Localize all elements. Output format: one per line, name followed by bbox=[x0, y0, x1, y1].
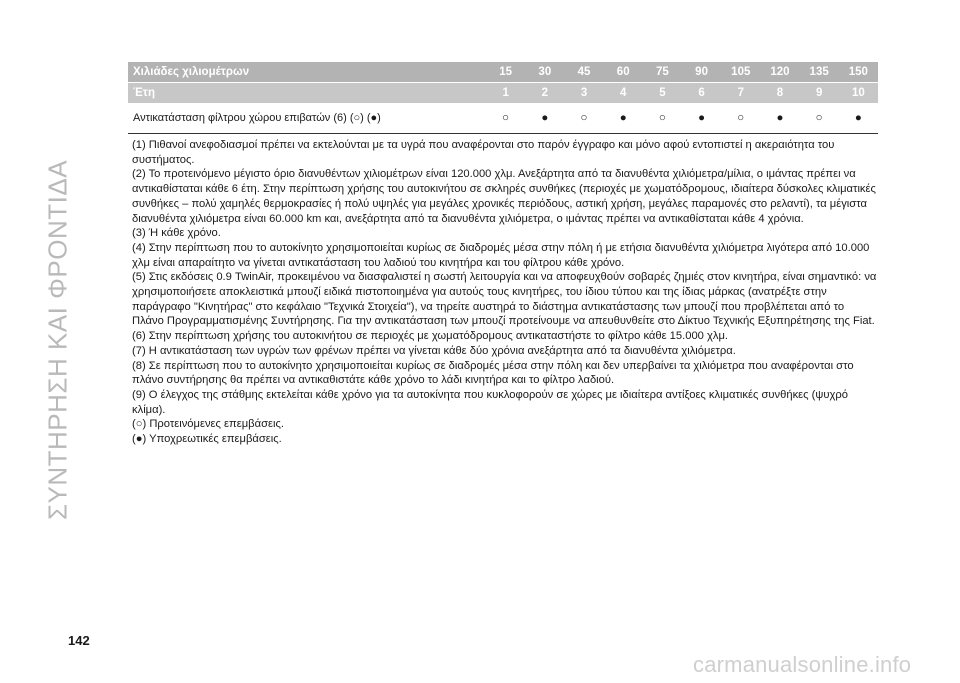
years-label: Έτη bbox=[128, 83, 486, 104]
footnote: (3) Ή κάθε χρόνο. bbox=[132, 227, 221, 240]
recommended-mark-icon: ○ bbox=[800, 103, 839, 134]
year-cell: 1 bbox=[486, 83, 525, 104]
km-cell: 120 bbox=[760, 62, 799, 83]
recommended-mark-icon: ○ bbox=[486, 103, 525, 134]
year-cell: 4 bbox=[604, 83, 643, 104]
footnote: (5) Στις εκδόσεις 0.9 TwinAir, προκειμένου να διασφαλιστεί η σωστή λειτουργία και να αποφευχθούν σοβαρές ζημιές στον κινητήρα, είναι σημαντικό: να χρησιμοποιήσετε αποκλειστικά μπουζί ειδικά πιστοποιημένα για αυτούς τους κινητήρες, του ίδιου τύπου και της ίδιας μάρκας (ανατρέξτε στην παράγραφο "Κινητήρας" στο κεφάλαιο "Τεχνικά Στοιχεία"), να τηρείτε αυστηρά το διάστημα αντικατάστασης των μπουζί που προβλέπεται από το Πλάνο Προγραμματισμένης Συντήρησης. Για την αντικατάσταση των μπουζί προτείνουμε να απευθυνθείτε στο Δίκτυο Τεχνικής Εξυπηρέτησης της Fiat. bbox=[132, 271, 877, 328]
mandatory-mark-icon: ● bbox=[525, 103, 564, 134]
year-cell: 10 bbox=[839, 83, 878, 104]
page-number: 142 bbox=[68, 633, 90, 648]
km-cell: 150 bbox=[839, 62, 878, 83]
km-cell: 135 bbox=[800, 62, 839, 83]
year-cell: 3 bbox=[564, 83, 603, 104]
footnote: (9) Ο έλεγχος της στάθμης εκτελείται κάθε χρόνο για τα αυτοκίνητα που κυκλοφορούν σε χώρες με ιδιαίτερα αντίξοες κλιματικές συνθήκες (ψυχρό κλίμα). bbox=[132, 388, 848, 416]
km-header-row bbox=[128, 62, 878, 83]
year-cell: 6 bbox=[682, 83, 721, 104]
km-cell: 90 bbox=[682, 62, 721, 83]
year-cell: 2 bbox=[525, 83, 564, 104]
km-cell: 45 bbox=[564, 62, 603, 83]
years-header-row bbox=[128, 83, 878, 104]
year-cell: 5 bbox=[643, 83, 682, 104]
km-cell: 60 bbox=[604, 62, 643, 83]
table-row bbox=[128, 103, 878, 134]
mandatory-mark-icon: ● bbox=[760, 103, 799, 134]
km-cell: 105 bbox=[721, 62, 760, 83]
footnote: (2) Το προτεινόμενο μέγιστο όριο διανυθέντων χιλιομέτρων είναι 120.000 χλμ. Ανεξάρτητα από τα διανυθέντα χιλιόμετρα/μίλια, ο ιμάντας πρέπει να αντικαθίσταται κάθε 6 έτη. Στην περίπτωση χρήσης του αυτοκινήτου σε σκληρές συνθήκες (περιοχές με χωματόδρομους, ιδιαίτερα δύσκολες κλιματικές συνθήκες – πολύ χαμηλές θερμοκρασίες ή πολύ υψηλές για μεγάλες χρονικές περιόδους, αστική χρήση, μεγάλες παραμονές στο ρελαντί), τα μέγιστα διανυθέντα χιλιόμετρα είναι 60.000 km και, ανεξάρτητα από τα διανυθέντα χιλιόμετρα, ο ιμάντας πρέπει να αντικαθίσταται κάθε 4 χρόνια. bbox=[132, 168, 876, 225]
footnote: (4) Στην περίπτωση που το αυτοκίνητο χρησιμοποιείται κυρίως σε διαδρομές μέσα στην πόλη ή με ετήσια διανυθέντα χιλιόμετρα λιγότερα από 10.000 χλμ είναι απαραίτητο να γίνεται αντικατάσταση του λαδιού του κινητήρα και του φίλτρου κάθε χρόνο. bbox=[132, 241, 870, 269]
mandatory-mark-icon: ● bbox=[839, 103, 878, 134]
section-side-title: ΣΥΝΤΗΡΗΣΗ ΚΑΙ ΦΡΟΝΤΙΔΑ bbox=[42, 159, 73, 521]
km-label: Χιλιάδες χιλιομέτρων bbox=[128, 62, 486, 83]
maintenance-table bbox=[128, 62, 878, 134]
watermark: carmanualsonline.info bbox=[693, 652, 912, 677]
km-cell: 15 bbox=[486, 62, 525, 83]
cabin-filter-label: Αντικατάσταση φίλτρου χώρου επιβατών (6) (○) (●) bbox=[128, 103, 486, 134]
year-cell: 9 bbox=[800, 83, 839, 104]
footnote: (1) Πιθανοί ανεφοδιασμοί πρέπει να εκτελούνται με τα υγρά που αναφέρονται στο παρόν έγγραφο και μόνο αφού εντοπιστεί η ακεραιότητα του συστήματος. bbox=[132, 139, 835, 166]
footnote: (8) Σε περίπτωση που το αυτοκίνητο χρησιμοποιείται κυρίως σε διαδρομές μέσα στην πόλη και δεν υπερβαίνει τα χιλιόμετρα που αναφέρονται στο πλάνο συντήρησης θα πρέπει να αντικαθιστάτε κάθε χρόνο το λάδι κινητήρα και το φίλτρο λαδιού. bbox=[132, 359, 854, 387]
year-cell: 8 bbox=[760, 83, 799, 104]
recommended-mark-icon: ○ bbox=[643, 103, 682, 134]
km-cell: 30 bbox=[525, 62, 564, 83]
footnote: (6) Στην περίπτωση χρήσης του αυτοκινήτου σε περιοχές με χωματόδρομους αντικαταστήστε το φίλτρο κάθε 15.000 χλμ. bbox=[132, 330, 729, 343]
km-cell: 75 bbox=[643, 62, 682, 83]
footnote: (7) Η αντικατάσταση των υγρών των φρένων πρέπει να γίνεται κάθε δύο χρόνια ανεξάρτητα από τα διανυθέντα χιλιόμετρα. bbox=[132, 344, 736, 357]
legend-recommended: (○) Προτεινόμενες επεμβάσεις. bbox=[132, 418, 284, 431]
mandatory-mark-icon: ● bbox=[604, 103, 643, 134]
mandatory-mark-icon: ● bbox=[682, 103, 721, 134]
maintenance-sheet bbox=[128, 62, 878, 447]
footnotes bbox=[128, 138, 878, 447]
legend-mandatory: (●) Υποχρεωτικές επεμβάσεις. bbox=[132, 433, 282, 446]
recommended-mark-icon: ○ bbox=[564, 103, 603, 134]
recommended-mark-icon: ○ bbox=[721, 103, 760, 134]
year-cell: 7 bbox=[721, 83, 760, 104]
